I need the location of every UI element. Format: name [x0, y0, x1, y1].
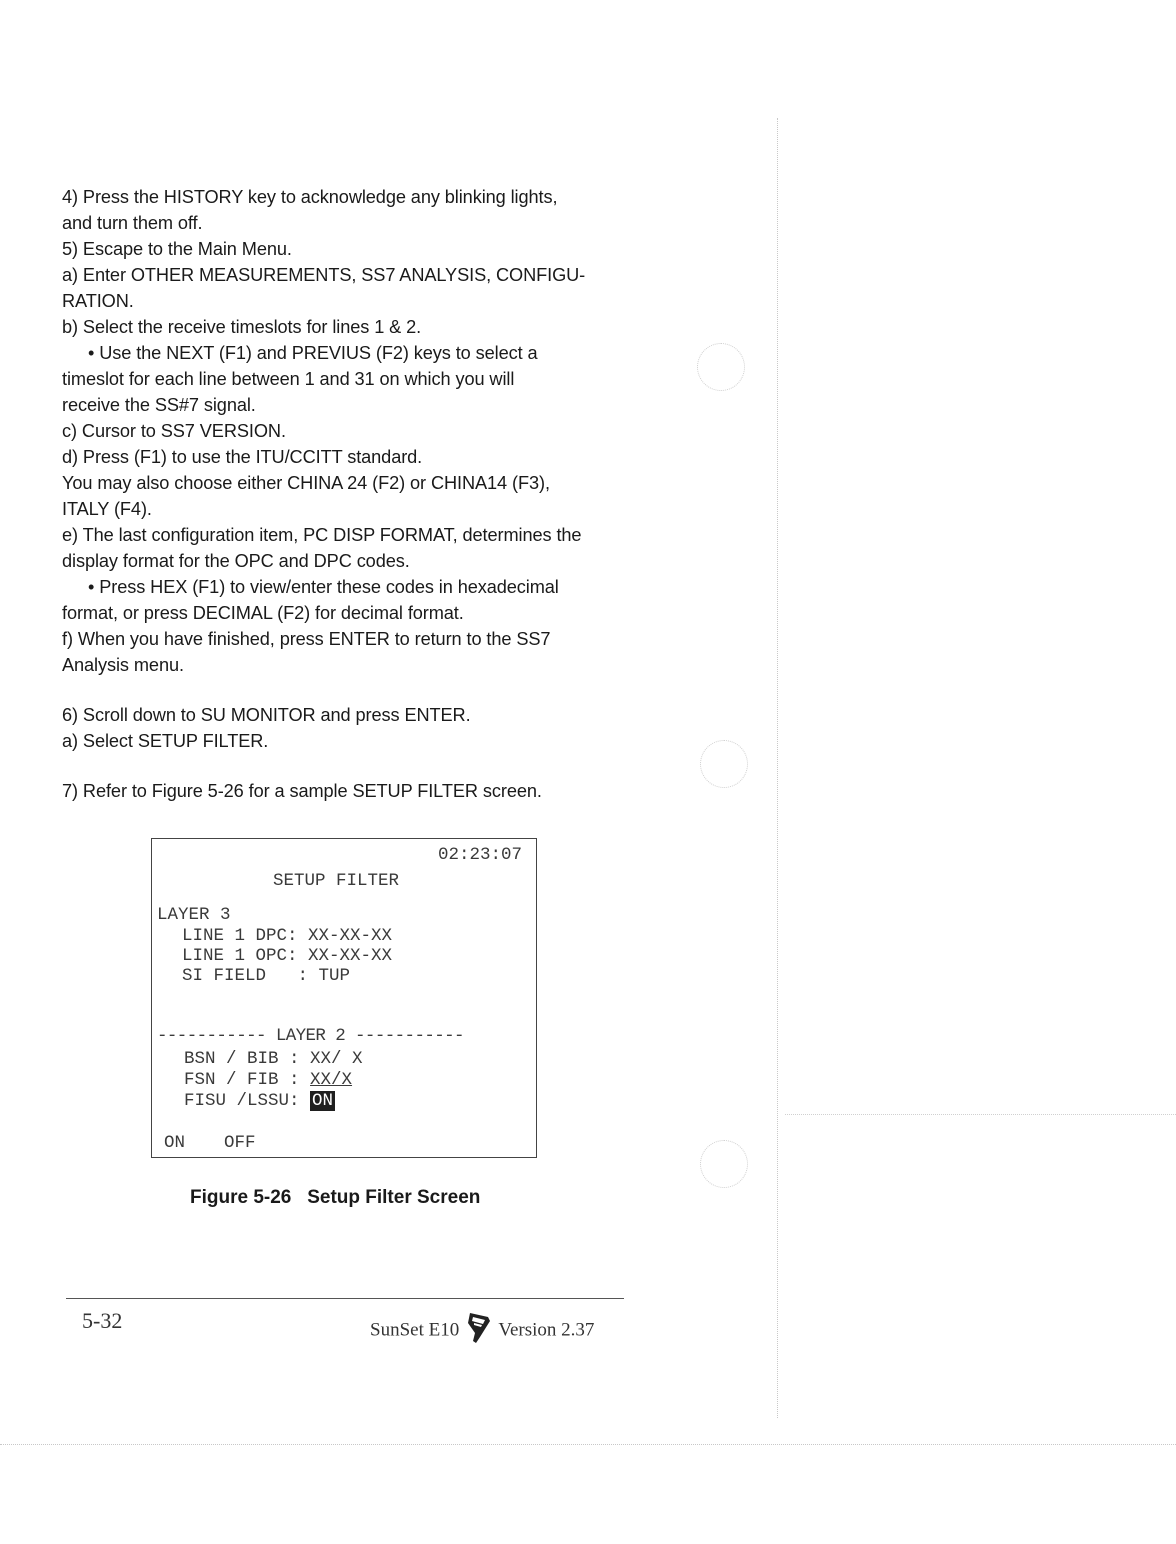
fsn-fib-field [184, 1070, 352, 1090]
step-7: 7) Refer to Figure 5-26 for a sample SETUP FILTER screen. [62, 781, 542, 801]
setup-filter-screen-figure [151, 838, 537, 1158]
step-5b: b) Select the receive timeslots for lines 1 & 2. [62, 317, 422, 337]
footer-rule [66, 1298, 624, 1299]
punch-hole-bottom [700, 1140, 748, 1188]
margin-guide-vertical [777, 118, 778, 1418]
punch-hole-middle [700, 740, 748, 788]
step-5e-bullet: • Press HEX (F1) to view/enter these codes in hexadecimal [88, 577, 559, 597]
step-6: 6) Scroll down to SU MONITOR and press ENTER. [62, 705, 471, 725]
footer-product [370, 1311, 594, 1351]
step-5d: d) Press (F1) to use the ITU/CCITT standard. [62, 447, 423, 467]
layer2-divider: ----------- LAYER 2 ----------- [157, 1026, 464, 1046]
bsn-bib-field: BSN / BIB : XX/ X [184, 1049, 363, 1069]
screen-title: SETUP FILTER [273, 871, 400, 891]
instruction-steps [62, 184, 627, 804]
sunset-handset-logo-icon [466, 1311, 492, 1351]
fisu-lssu-label: FISU /LSSU: [184, 1091, 311, 1111]
step-5f-continued: Analysis menu. [62, 655, 184, 675]
page-number: 5-32 [82, 1308, 123, 1333]
screen-clock: 02:23:07 [438, 845, 523, 865]
step-5e-continued: display format for the OPC and DPC codes. [62, 551, 410, 571]
step-5f: f) When you have finished, press ENTER to return to the SS7 [62, 629, 551, 649]
step-4-continued: and turn them off. [62, 213, 203, 233]
step-5a: a) Enter OTHER MEASUREMENTS, SS7 ANALYSIS, CONFIGU- [62, 265, 586, 285]
step-5a-continued: RATION. [62, 291, 134, 311]
step-5d-continued-1: You may also choose either CHINA 24 (F2) or CHINA14 (F3), [62, 473, 550, 493]
fisu-lssu-field [184, 1091, 335, 1111]
step-5d-continued-2: ITALY (F4). [62, 499, 152, 519]
step-5e-bullet-continued: format, or press DECIMAL (F2) for decimal format. [62, 603, 464, 623]
line1-opc-field: LINE 1 OPC: XX-XX-XX [182, 946, 393, 966]
figure-caption: Figure 5-26 Setup Filter Screen [190, 1187, 481, 1208]
softkey-off: OFF [224, 1133, 256, 1153]
step-5b-bullet-continued-1: timeslot for each line between 1 and 31 on which you will [62, 369, 515, 389]
line1-dpc-field: LINE 1 DPC: XX-XX-XX [182, 926, 393, 946]
step-5e: e) The last configuration item, PC DISP FORMAT, determines the [62, 525, 582, 545]
softkey-on: ON [164, 1133, 186, 1153]
page-bottom-guide [0, 1444, 1176, 1445]
step-4: 4) Press the HISTORY key to acknowledge any blinking lights, [62, 187, 558, 207]
fisu-lssu-value-cursor: ON [312, 1091, 334, 1111]
punch-hole-top [697, 343, 745, 391]
fsn-fib-label: FSN / FIB : [184, 1070, 311, 1090]
footer-version: Version 2.37 [498, 1319, 595, 1341]
margin-guide-horizontal [785, 1114, 1176, 1115]
step-5: 5) Escape to the Main Menu. [62, 239, 292, 259]
si-field: SI FIELD : TUP [182, 966, 351, 986]
footer-product-name: SunSet E10 [370, 1319, 460, 1341]
step-5b-bullet: • Use the NEXT (F1) and PREVIUS (F2) keys to select a [88, 343, 538, 363]
step-6a: a) Select SETUP FILTER. [62, 731, 269, 751]
layer3-header: LAYER 3 [157, 905, 231, 925]
fsn-fib-value: XX/X [310, 1070, 353, 1090]
step-5c: c) Cursor to SS7 VERSION. [62, 421, 286, 441]
step-5b-bullet-continued-2: receive the SS#7 signal. [62, 395, 256, 415]
